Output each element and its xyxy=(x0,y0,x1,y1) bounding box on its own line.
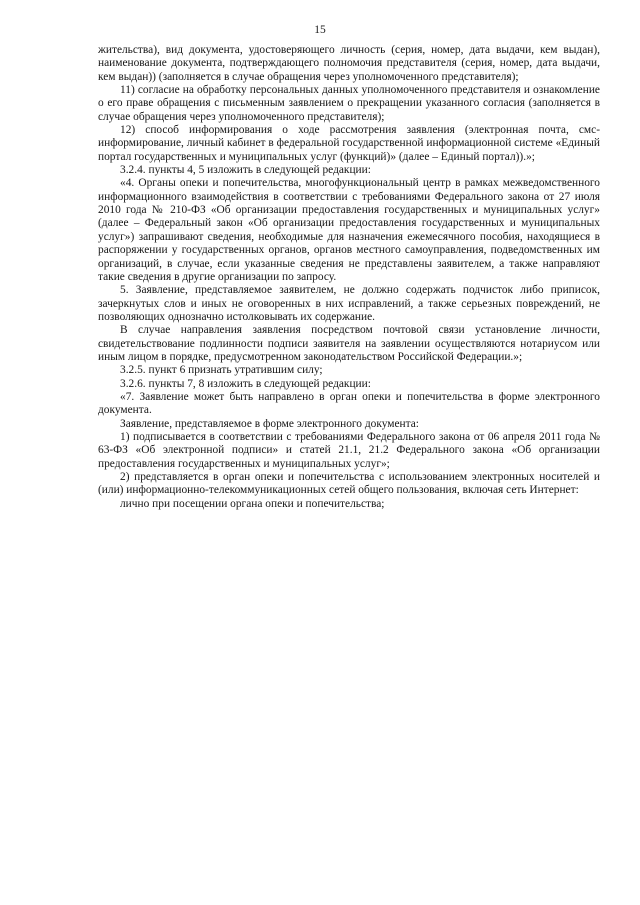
paragraph: Заявление, представляемое в форме электронного документа: xyxy=(120,417,419,430)
paragraph: 12) способ информирования о ходе рассмотрения заявления (электронная почта, смс-информирование, личный кабинет в федеральной государственной информационной системе «Единый портал государственных и муниципальных услуг (функций)» (далее – Единый портал)).»; xyxy=(98,124,600,163)
paragraph: 3.2.5. пункт 6 признать утратившим силу; xyxy=(120,364,323,377)
paragraph: 2) представляется в орган опеки и попечительства с использованием электронных носителей и (или) информационно-телекоммуникационных сетей общего пользования, включая сеть Интернет: xyxy=(98,471,600,497)
paragraph: лично при посещении органа опеки и попечительства; xyxy=(120,497,385,510)
document-body xyxy=(98,44,600,511)
paragraph: 3.2.6. пункты 7, 8 изложить в следующей редакции: xyxy=(120,377,371,390)
page-number: 15 xyxy=(314,24,326,36)
paragraph: 3.2.4. пункты 4, 5 изложить в следующей редакции: xyxy=(120,164,371,177)
paragraph: «4. Органы опеки и попечительства, многофункциональный центр в рамках межведомственного информационного взаимодействия в соответствии с требованиями Федерального закона от 27 июля 2010 года № 210-ФЗ «Об организации предоставления государственных и муниципальных услуг» (далее – Федеральный закон «Об организации предоставления государственных и муниципальных услуг») запрашивают сведения, необходимые для назначения ежемесячного пособия, находящиеся в распоряжении у государственных органов, органов местного самоуправления, подведомственных им организаций, в случае, если указанные сведения не представлены заявителем, а также направляют такие сведения в другие организации по запросу. xyxy=(98,177,600,283)
paragraph: жительства), вид документа, удостоверяющего личность (серия, номер, дата выдачи, кем выдан), наименование документа, подтверждающего полномочия представителя (серия, номер, дата выдачи, кем выдан)) (заполняется в случае обращения через уполномоченного представителя); xyxy=(98,44,600,83)
paragraph: «7. Заявление может быть направлено в орган опеки и попечительства в форме электронного документа. xyxy=(98,390,600,417)
paragraph: В случае направления заявления посредством почтовой связи установление личности, свидетельствование подлинности подписи заявителя на заявлении осуществляются нотариусом или иным лицом в порядке, предусмотренном законодательством Российской Федерации.»; xyxy=(98,324,600,363)
paragraph: 11) согласие на обработку персональных данных уполномоченного представителя и ознакомление о его праве обращения с письменным заявлением о прекращении указанного согласия (заполняется в случае обращения через уполномоченного представителя); xyxy=(98,84,600,123)
paragraph: 5. Заявление, представляемое заявителем, не должно содержать подчисток либо приписок, зачеркнутых слов и иных не оговоренных в них исправлений, а также серьезных повреждений, не позволяющих однозначно истолковывать их содержание. xyxy=(98,284,600,323)
paragraph: 1) подписывается в соответствии с требованиями Федерального закона от 06 апреля 2011 года № 63-ФЗ «Об электронной подписи» и статей 21.1, 21.2 Федерального закона «Об организации предоставления государственных и муниципальных услуг»; xyxy=(98,430,600,470)
